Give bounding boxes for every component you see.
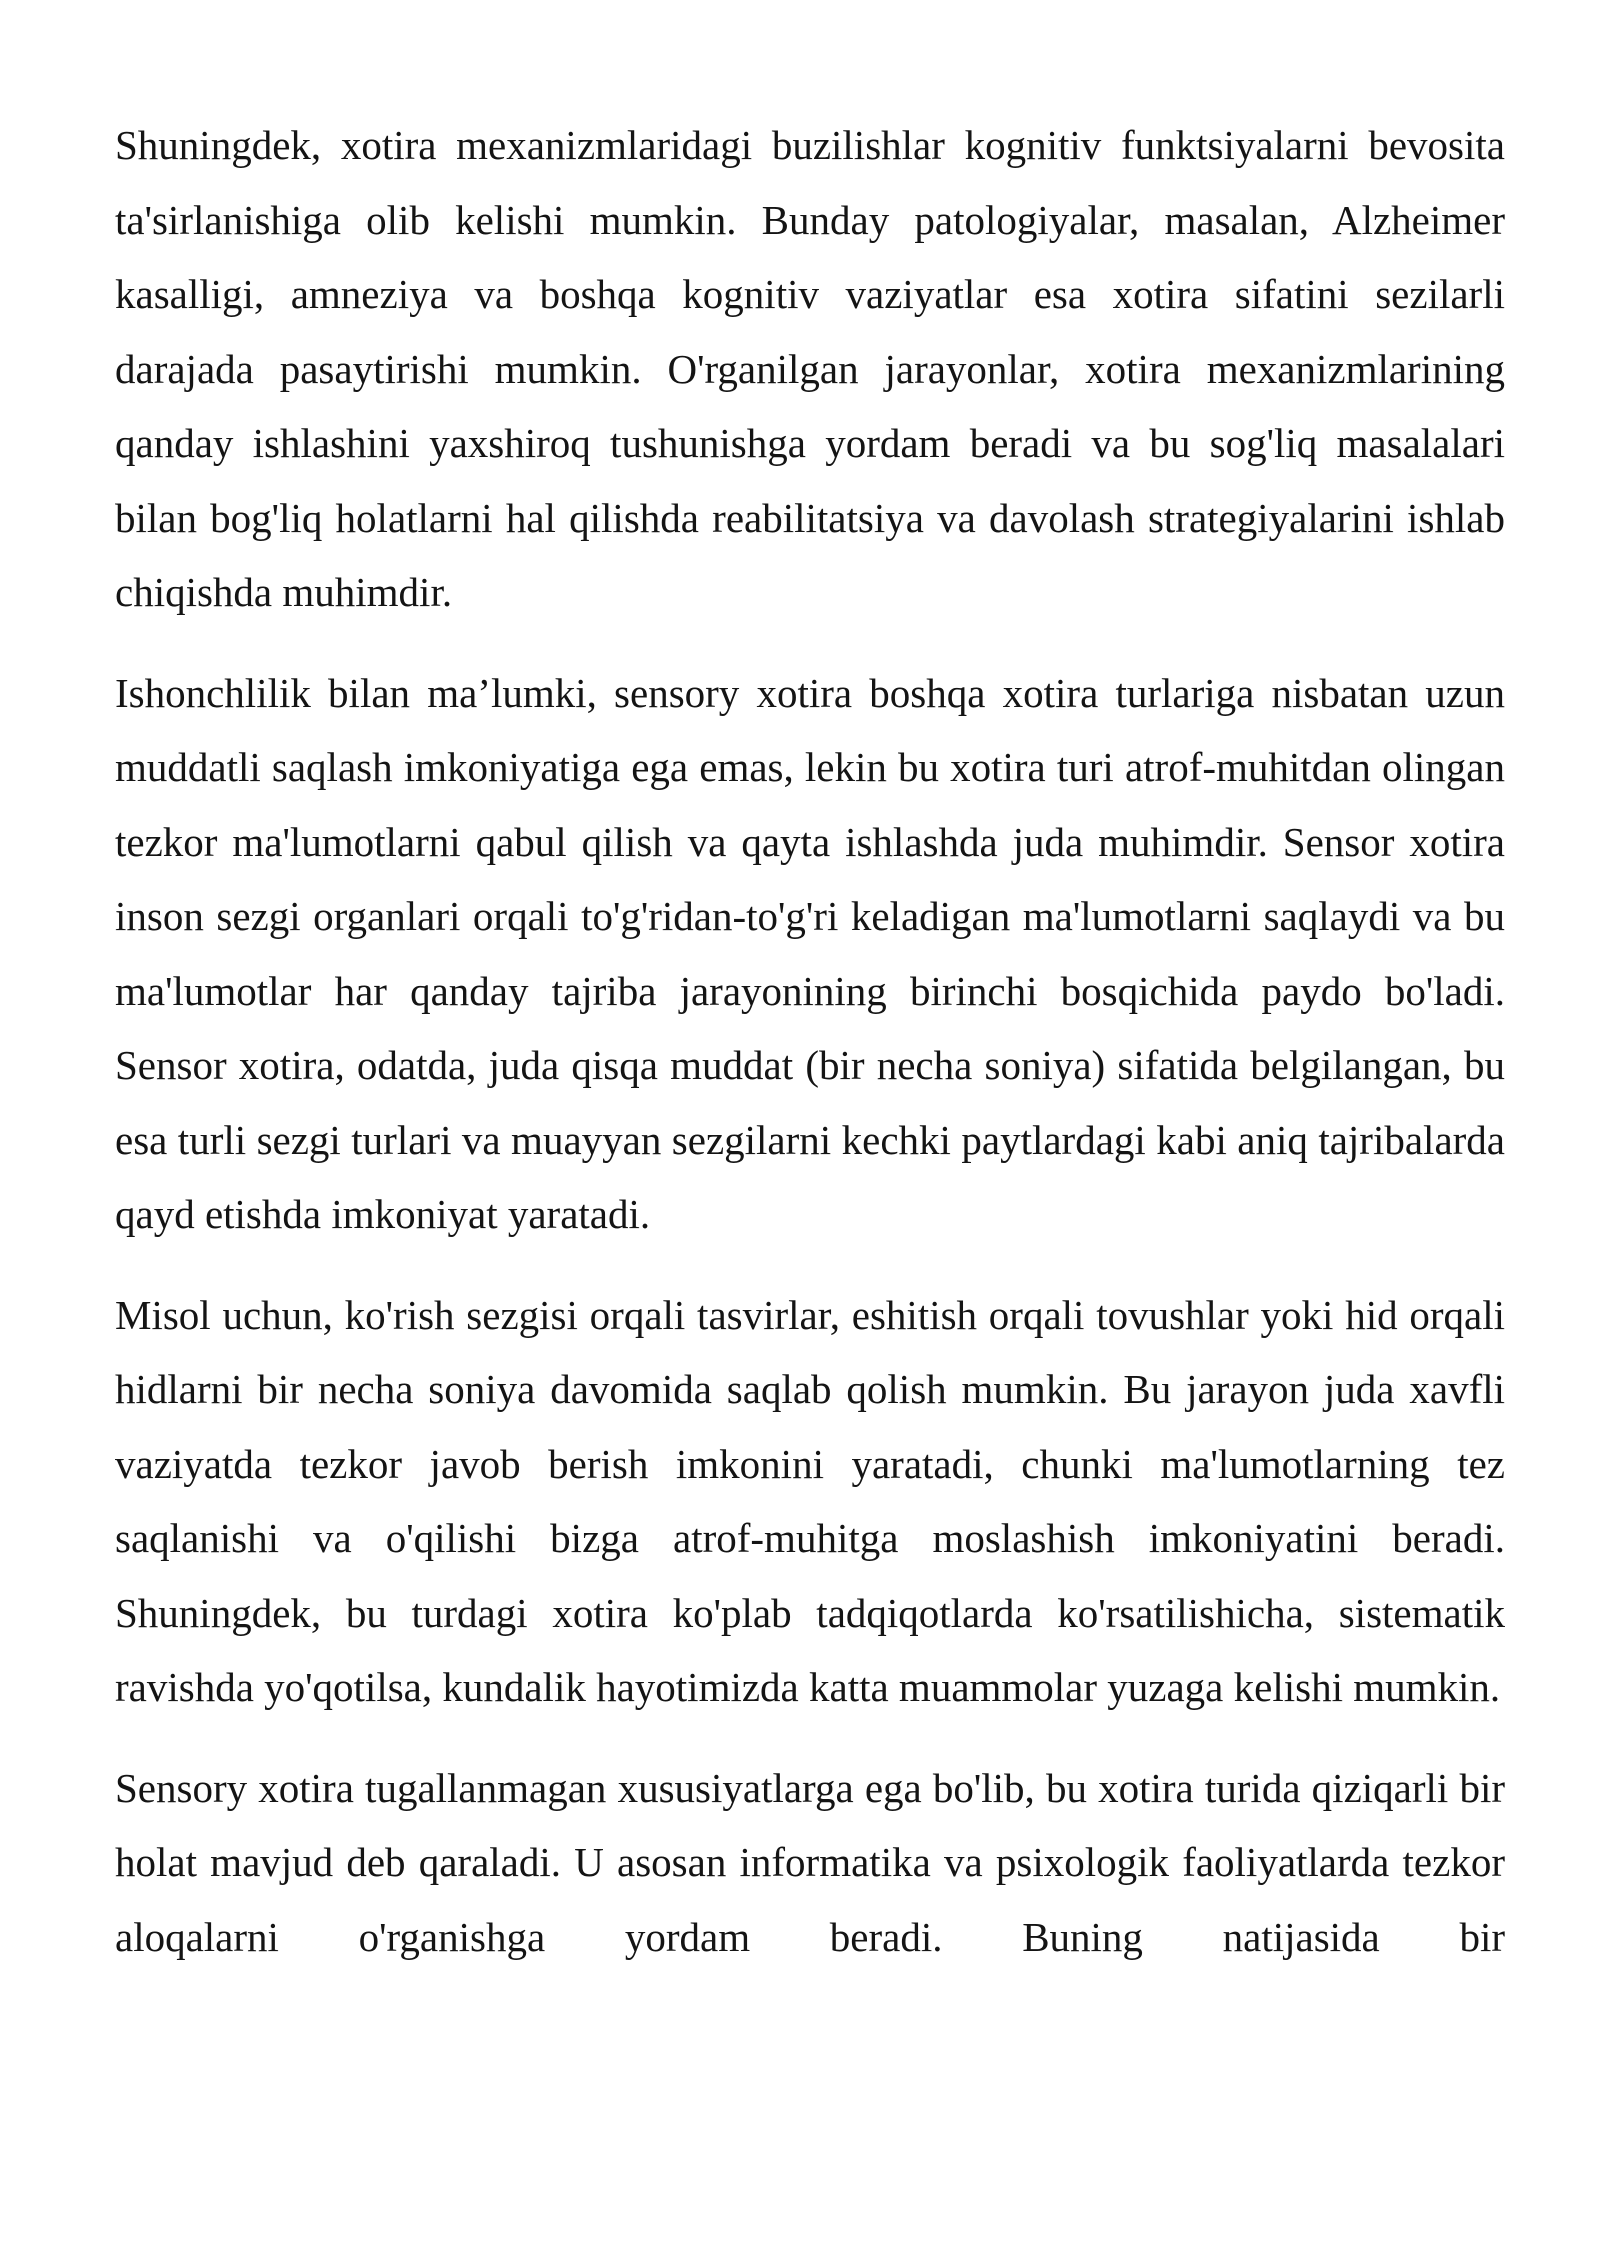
document-page bbox=[115, 108, 1505, 1974]
paragraph-examples: Misol uchun, ko'rish sezgisi orqali tasvirlar, eshitish orqali tovushlar yoki hid orqali hidlarni bir necha soniya davomida saqlab qolish mumkin. Bu jarayon juda xavfli vaziyatda tezkor javob berish imkonini yaratadi, chunki ma'lumotlarning tez saqlanishi va o'qilishi bizga atrof-muhitga moslashish imkoniyatini beradi. Shuningdek, bu turdagi xotira ko'plab tadqiqotlarda ko'rsatilishicha, sistematik ravishda yo'qotilsa, kundalik hayotimizda katta muammolar yuzaga kelishi mumkin. bbox=[115, 1291, 1505, 1710]
paragraph-sensory-features: Sensory xotira tugallanmagan xususiyatlarga ega bo'lib, bu xotira turida qiziqarli bir holat mavjud deb qaraladi. U asosan informatika va psixologik faoliyatlarda tezkor aloqalarni o'rganishga yordam beradi. Buning natijasida bir bbox=[115, 1764, 1505, 1960]
paragraph-memory-disorders: Shuningdek, xotira mexanizmlaridagi buzilishlar kognitiv funktsiyalarni bevosita ta'sirlanishiga olib kelishi mumkin. Bunday patologiyalar, masalan, Alzheimer kasalligi, amneziya va boshqa kognitiv vaziyatlar esa xotira sifatini sezilarli darajada pasaytirishi mumkin. O'rganilgan jarayonlar, xotira mexanizmlarining qanday ishlashini yaxshiroq tushunishga yordam beradi va bu sog'liq masalalari bilan bog'liq holatlarni hal qilishda reabilitatsiya va davolash strategiyalarini ishlab chiqishda muhimdir. bbox=[115, 122, 1505, 615]
paragraph-sensory-memory: Ishonchlilik bilan ma’lumki, sensory xotira boshqa xotira turlariga nisbatan uzun muddatli saqlash imkoniyatiga ega emas, lekin bu xotira turi atrof-muhitdan olingan tezkor ma'lumotlarni qabul qilish va qayta ishlashda juda muhimdir. Sensor xotira inson sezgi organlari orqali to'g'ridan-to'g'ri keladigan ma'lumotlarni saqlaydi va bu ma'lumotlar har qanday tajriba jarayonining birinchi bosqichida paydo bo'ladi. Sensor xotira, odatda, juda qisqa muddat (bir necha soniya) sifatida belgilangan, bu esa turli sezgi turlari va muayyan sezgilarni kechki paytlardagi kabi aniq tajribalarda qayd etishda imkoniyat yaratadi. bbox=[115, 669, 1505, 1237]
